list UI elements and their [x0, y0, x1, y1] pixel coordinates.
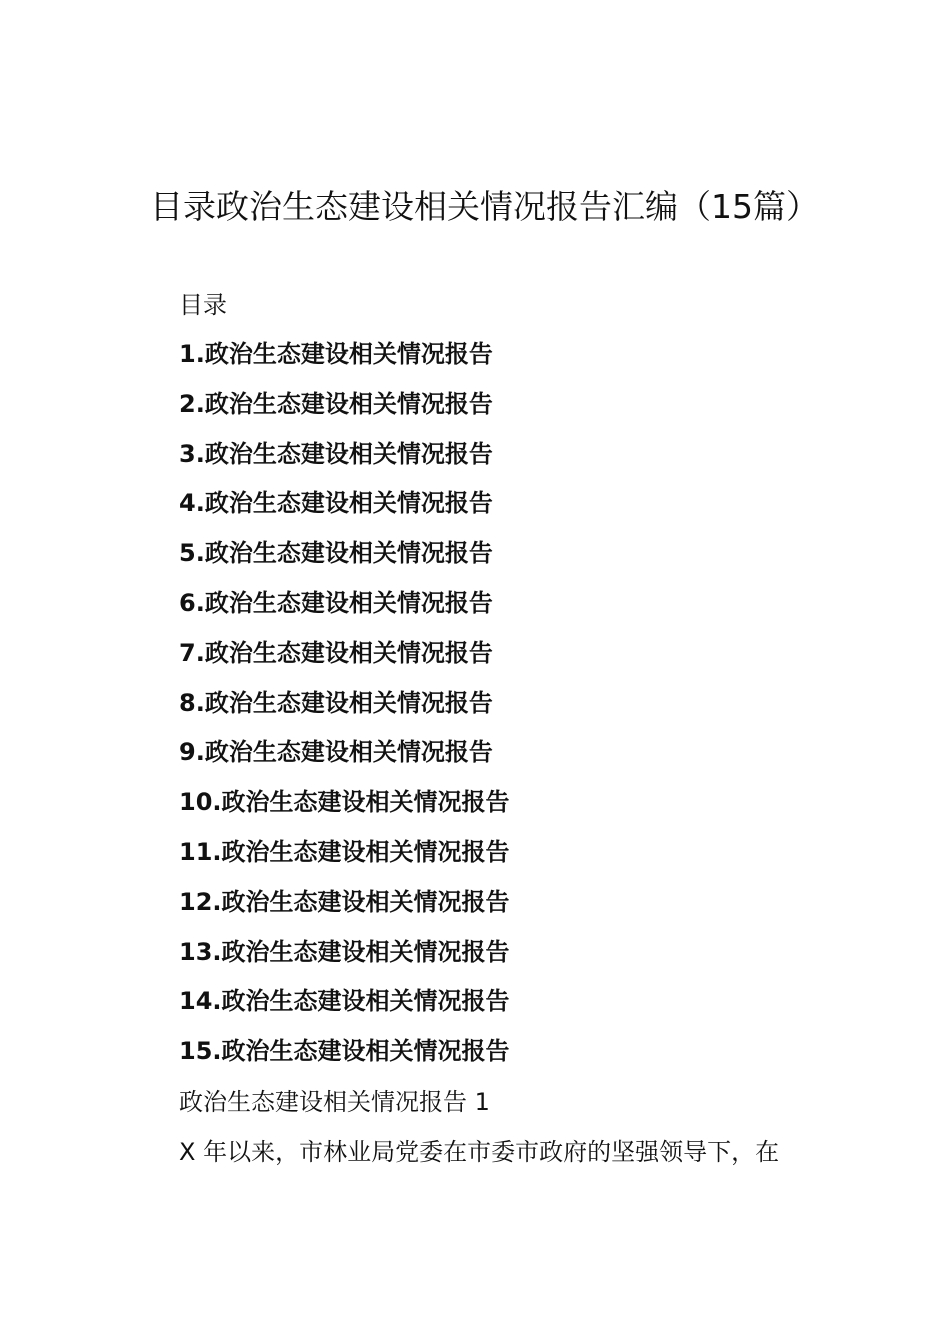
toc-item: 10.政治生态建设相关情况报告: [179, 788, 510, 817]
toc-item: 12.政治生态建设相关情况报告: [179, 887, 510, 916]
toc-item: 8.政治生态建设相关情况报告: [179, 688, 493, 717]
toc-list: [179, 337, 510, 1084]
toc-item: 2.政治生态建设相关情况报告: [179, 389, 493, 418]
toc-item: 11.政治生态建设相关情况报告: [179, 837, 510, 866]
toc-item: 6.政治生态建设相关情况报告: [179, 588, 493, 617]
body-paragraph: X 年以来，市林业局党委在市委市政府的坚强领导下，在: [179, 1138, 780, 1166]
toc-item: 9.政治生态建设相关情况报告: [179, 738, 493, 767]
toc-item: 13.政治生态建设相关情况报告: [179, 937, 510, 966]
toc-item: 5.政治生态建设相关情况报告: [179, 539, 493, 568]
toc-item: 15.政治生态建设相关情况报告: [179, 1037, 510, 1066]
document-title: 目录政治生态建设相关情况报告汇编（15篇）: [150, 187, 819, 226]
toc-item: 14.政治生态建设相关情况报告: [179, 987, 510, 1016]
toc-heading: 目录: [179, 291, 227, 319]
toc-item: 1.政治生态建设相关情况报告: [179, 340, 493, 368]
toc-item: 4.政治生态建设相关情况报告: [179, 489, 493, 518]
section-heading: 政治生态建设相关情况报告 1: [179, 1088, 490, 1116]
toc-item: 7.政治生态建设相关情况报告: [179, 638, 493, 667]
toc-item: 3.政治生态建设相关情况报告: [179, 439, 493, 468]
